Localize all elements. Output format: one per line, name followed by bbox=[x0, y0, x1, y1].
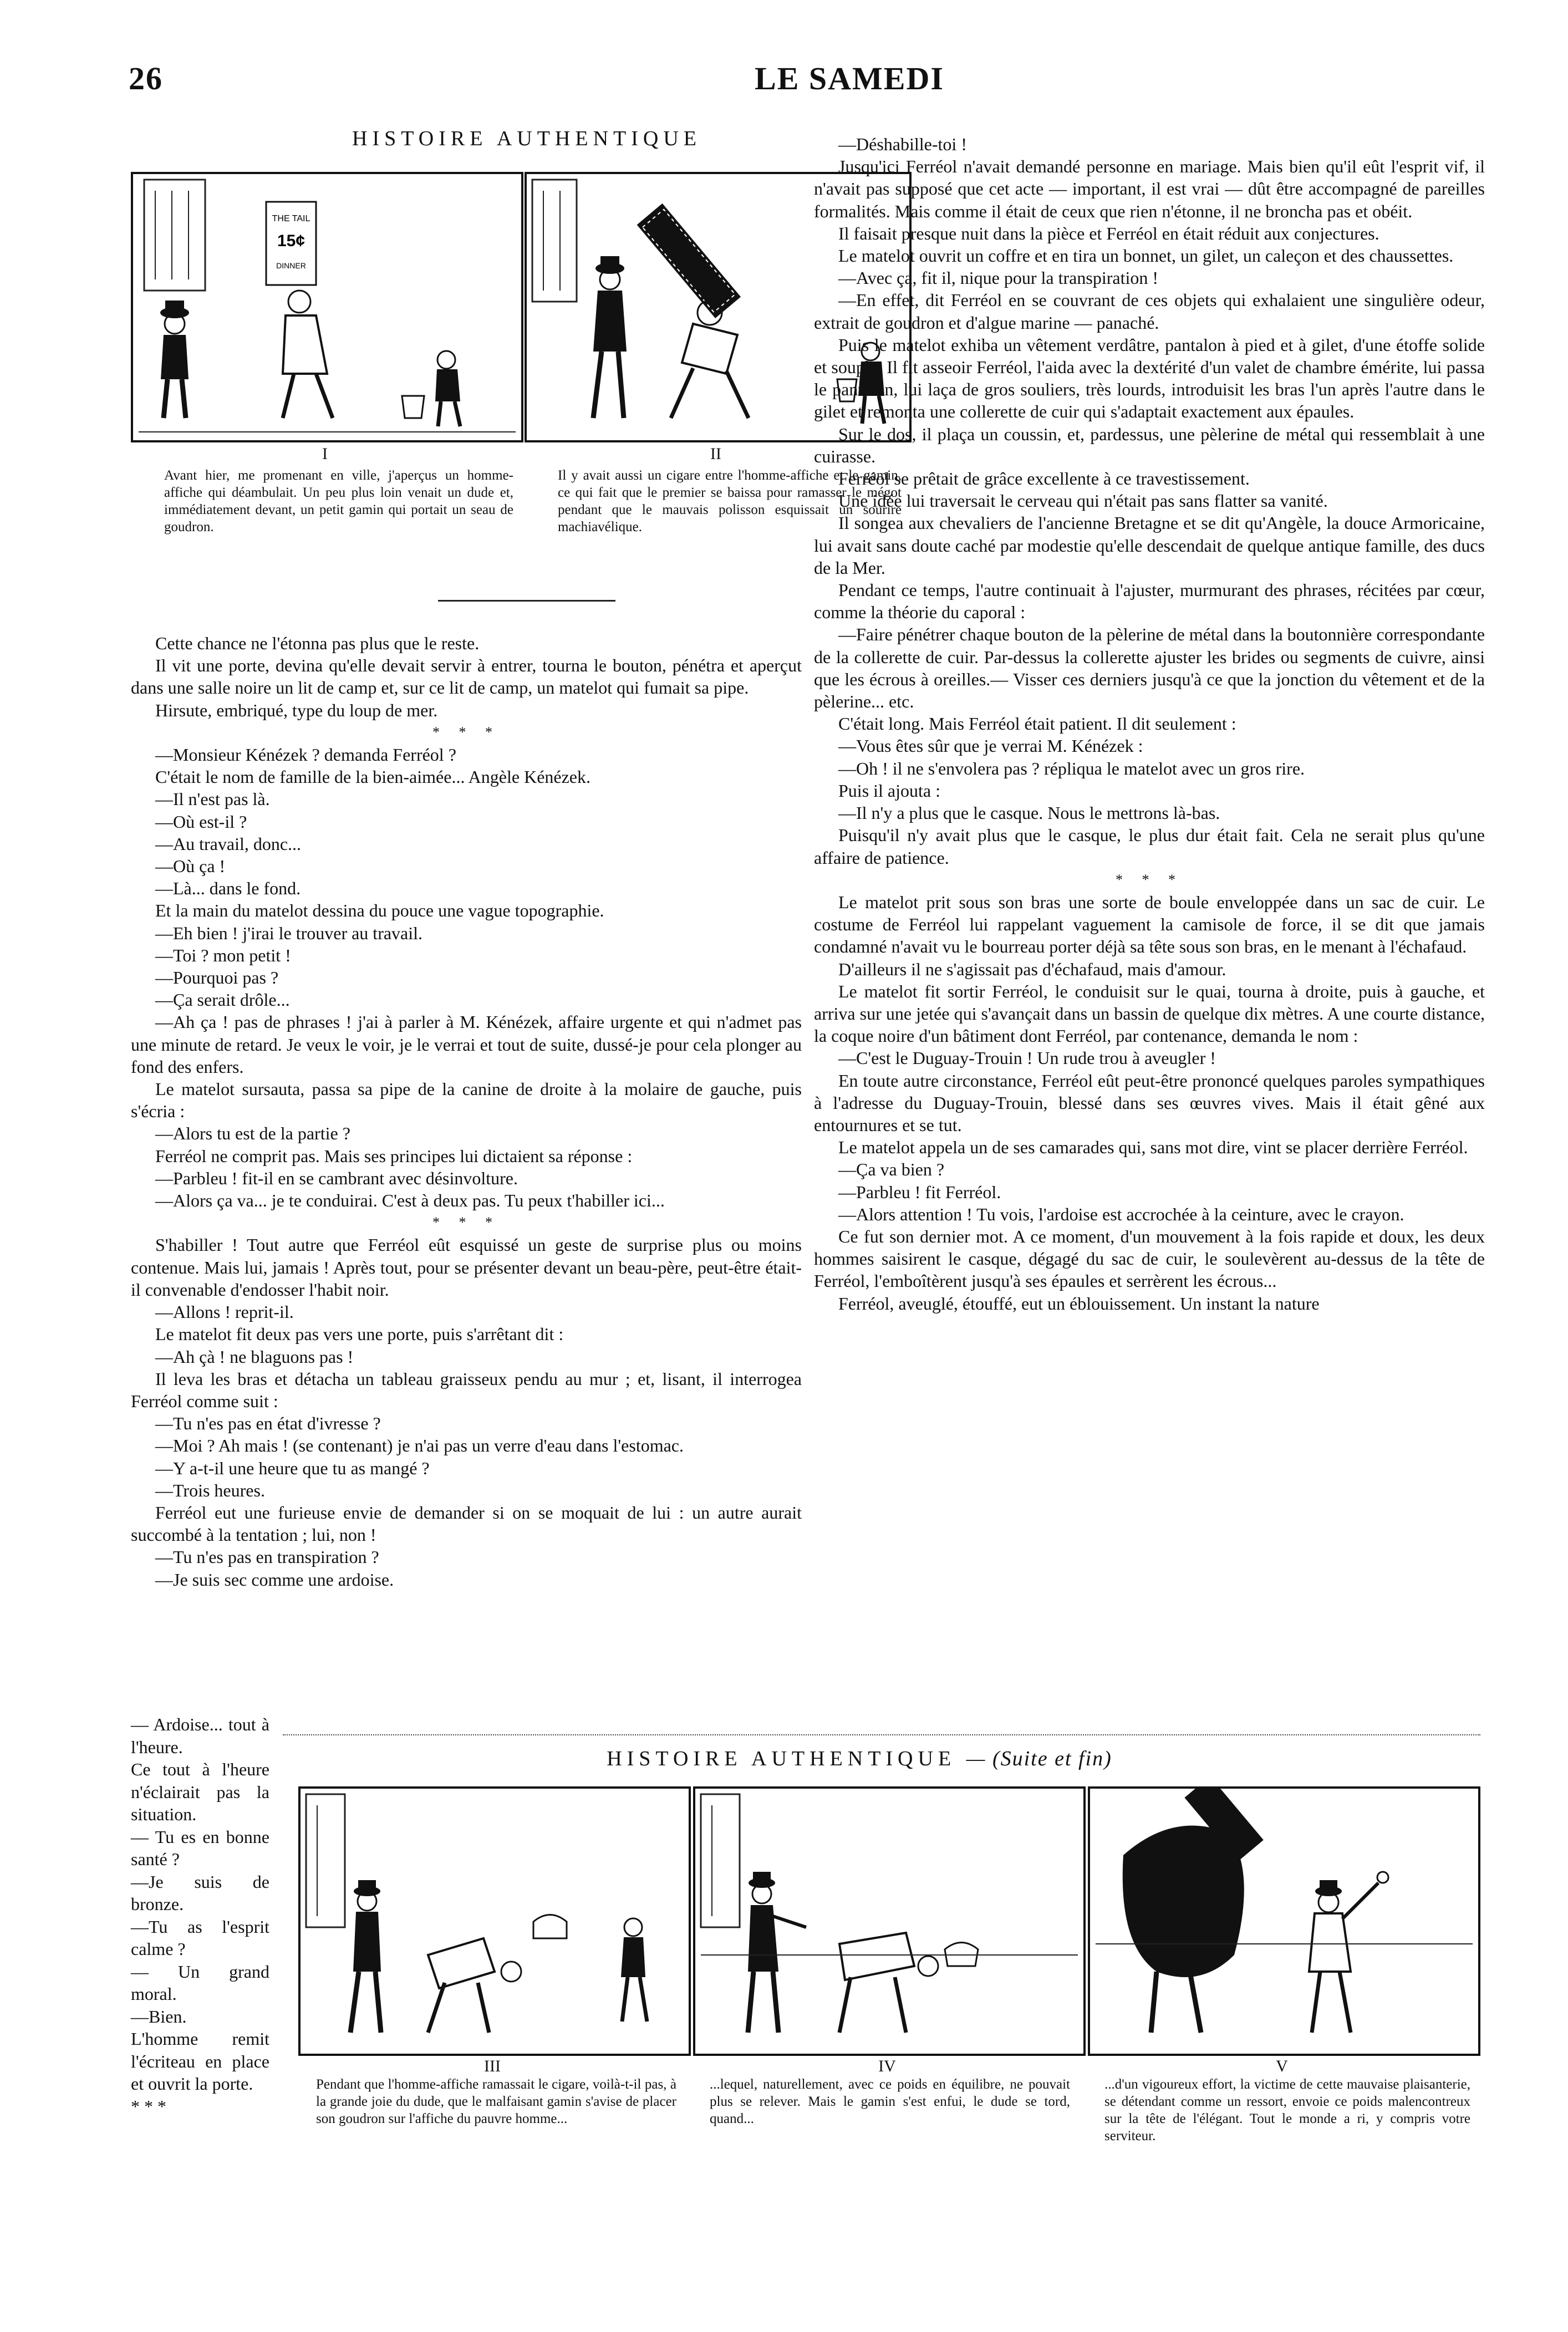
comic-panel-iv bbox=[693, 1786, 1086, 2056]
paragraph: —Eh bien ! j'irai le trouver au travail. bbox=[155, 923, 423, 943]
paragraph: C'était le nom de famille de la bien-aimée... Angèle Kénézek. bbox=[155, 767, 590, 787]
paragraph: —Vous êtes sûr que je verrai M. Kénézek : bbox=[838, 736, 1143, 756]
paragraph: Il vit une porte, devina qu'elle devait servir à entrer, tourna le bouton, pénétra et aperçut dans une salle noire un lit de camp et, sur ce lit de camp, un matelot qui fumait sa pipe. bbox=[131, 655, 802, 698]
panel-caption-iv: ...lequel, naturellement, avec ce poids en équilibre, ne pouvait plus se relever. Mais le gamin s'est enfui, le dude se tord, quand... bbox=[710, 2077, 1070, 2126]
panel-number-iii: III bbox=[484, 2057, 501, 2075]
paragraph: —Toi ? mon petit ! bbox=[155, 945, 291, 965]
paragraph: —Au travail, donc... bbox=[155, 833, 302, 854]
paragraph: —Ça va bien ? bbox=[838, 1159, 945, 1180]
paragraph: Pendant ce temps, l'autre continuait à l'ajuster, murmurant des phrases, récitées par cœur, comme la théorie du caporal : bbox=[814, 580, 1485, 623]
paragraph: —Alors attention ! Tu vois, l'ardoise est accrochée à la ceinture, avec le crayon. bbox=[838, 1204, 1404, 1224]
paragraph: Le matelot sursauta, passa sa pipe de la canine de droite à la molaire de gauche, puis s'écria : bbox=[131, 1079, 802, 1122]
panel-caption-i: Avant hier, me promenant en ville, j'aperçus un homme-affiche qui déambulait. Un peu plus loin venait un dude et, immédiatement devant, un petit gamin qui portait un seau de goudron. bbox=[164, 468, 513, 534]
paragraph: Jusqu'ici Ferréol n'avait demandé personne en mariage. Mais bien qu'il eût l'esprit vif, il n'avait pas supposé que cet acte — important, il est vrai — dût être accompagné de pareilles formalités. Mais comme il était de ceux que rien n'étonne, il ne broncha pas et obéit. bbox=[814, 156, 1485, 221]
svg-text:DINNER: DINNER bbox=[276, 261, 306, 270]
paragraph: —Trois heures. bbox=[155, 1480, 265, 1500]
page-number: 26 bbox=[129, 60, 163, 96]
paragraph: C'était long. Mais Ferréol était patient. Il dit seulement : bbox=[838, 714, 1236, 734]
paragraph: Cette chance ne l'étonna pas plus que le reste. bbox=[155, 633, 480, 653]
panel-number-v: V bbox=[1276, 2057, 1288, 2075]
strip-bottom-title-suffix: — (Suite et fin) bbox=[966, 1747, 1112, 1770]
paragraph: —C'est le Duguay-Trouin ! Un rude trou à aveugler ! bbox=[838, 1048, 1216, 1068]
paragraph: Le matelot appela un de ses camarades qui, sans mot dire, vint se placer derrière Ferréol. bbox=[838, 1137, 1468, 1158]
comic-drawing-iii bbox=[301, 1789, 689, 2054]
paragraph: Puisqu'il n'y avait plus que le casque, le plus dur était fait. Cela ne serait plus qu'une affaire de patience. bbox=[814, 825, 1485, 868]
paragraph: —Tu n'es pas en état d'ivresse ? bbox=[155, 1413, 381, 1434]
paragraph: —Ah ça ! pas de phrases ! j'ai à parler à M. Kénézek, affaire urgente et qui n'admet pas une minute de retard. Je veux le voir, je le verrai et tout de suite, dussé-je pour cela plonger au fond des enfers. bbox=[131, 1012, 802, 1077]
paragraph: Le matelot prit sous son bras une sorte de boule enveloppée dans un sac de cuir. Le costume de Ferréol lui rappelant vaguement la camisole de force, il se dit que jamais condamné n'avait vu le bourreau porter déjà sa tête sous son bras, en le menant à l'échafaud. bbox=[814, 892, 1485, 957]
strip-bottom-title bbox=[499, 1747, 1220, 1771]
right-column bbox=[814, 133, 1485, 1315]
paragraph: —Avec ça, fit il, nique pour la transpiration ! bbox=[838, 268, 1158, 288]
paragraph: Ce fut son dernier mot. A ce moment, d'un mouvement à la fois rapide et doux, les deux hommes saisirent le casque, dégagé du sac de cuir, le soulevèrent au-dessus de la tête de Ferréol, l'emboîtèrent jusqu'à ses épaules et serrèrent les écrous... bbox=[814, 1226, 1485, 1291]
comic-drawing-v bbox=[1090, 1789, 1478, 2054]
paragraph: L'homme remit l'écriteau en place et ouvrit la porte. bbox=[131, 2029, 269, 2094]
paragraph: —Il n'y a plus que le casque. Nous le mettrons là-bas. bbox=[838, 803, 1220, 823]
panel-number-ii: II bbox=[710, 445, 721, 463]
paragraph: Ce tout à l'heure n'éclairait pas la situation. bbox=[131, 1759, 269, 1824]
paragraph: — Un grand moral. bbox=[131, 1961, 269, 2004]
paragraph: —Où est-il ? bbox=[155, 811, 247, 832]
paragraph: Et la main du matelot dessina du pouce une vague topographie. bbox=[155, 900, 604, 921]
paragraph: —Je suis de bronze. bbox=[131, 1871, 269, 1914]
paragraph: —Alors tu est de la partie ? bbox=[155, 1123, 350, 1144]
panel-number-iv: IV bbox=[878, 2057, 896, 2075]
comic-panel-v bbox=[1088, 1786, 1480, 2056]
panel-caption-iii: Pendant que l'homme-affiche ramassait le cigare, voilà-t-il pas, à la grande joie du dude, que le malfaisant gamin s'avise de placer son goudron sur l'affiche du pauvre homme... bbox=[316, 2077, 676, 2126]
paragraph: Ferréol se prêtait de grâce excellente à ce travestissement. bbox=[838, 469, 1250, 489]
paragraph: Ferréol eut une furieuse envie de demander si on se moquait de lui : un autre aurait succombé à la tentation ; lui, non ! bbox=[131, 1502, 802, 1545]
paragraph: —Je suis sec comme une ardoise. bbox=[155, 1569, 394, 1590]
paragraph: —Oh ! il ne s'envolera pas ? répliqua le matelot avec un gros rire. bbox=[838, 758, 1305, 778]
paragraph: —Tu n'es pas en transpiration ? bbox=[155, 1547, 379, 1567]
paragraph: * * * bbox=[1116, 871, 1183, 888]
paragraph: * * * bbox=[131, 2096, 166, 2116]
paragraph: —Déshabille-toi ! bbox=[838, 134, 967, 154]
journal-title: LE SAMEDI bbox=[755, 60, 944, 96]
paragraph: —Y a-t-il une heure que tu as mangé ? bbox=[155, 1458, 430, 1478]
paragraph: Le matelot fit deux pas vers une porte, puis s'arrêtant dit : bbox=[155, 1324, 564, 1345]
paragraph: Le matelot fit sortir Ferréol, le conduisit sur le quai, tourna à droite, puis à gauche, et arriva sur une jetée qui s'avançait dans un bassin de quelque dix mètres. A une courte distance, la coque noire d'un bâtiment dont Ferréol, par contenance, demanda le nom : bbox=[814, 981, 1485, 1046]
paragraph: —Ah çà ! ne blaguons pas ! bbox=[155, 1346, 354, 1367]
paragraph: —Là... dans le fond. bbox=[155, 878, 301, 899]
paragraph: —Faire pénétrer chaque bouton de la pèlerine de métal dans la boutonnière correspondante de la collerette de cuir. Par-dessus la collerette ajuster les brides ou segments de cuivre, ainsi que les écrous à oreilles.— Visser ces derniers jusqu'à ce que la jonction du vêtement et de la pèlerine... etc. bbox=[814, 624, 1485, 712]
strip-bottom-title-text: HISTOIRE AUTHENTIQUE bbox=[607, 1747, 956, 1770]
panel-caption-ii: Il y avait aussi un cigare entre l'homme-affiche et le gamin, ce qui fait que le premier se baissa pour ramasser le mégot pendant que le mauvais polisson esquissait un sourire machiavélique. bbox=[558, 468, 902, 534]
comic-panel-iii bbox=[298, 1786, 691, 2056]
paragraph: —Monsieur Kénézek ? demanda Ferréol ? bbox=[155, 745, 456, 765]
paragraph: Hirsute, embriqué, type du loup de mer. bbox=[155, 700, 438, 720]
paragraph: —Parbleu ! fit-il en se cambrant avec désinvolture. bbox=[155, 1168, 518, 1188]
paragraph: Puis il ajouta : bbox=[838, 780, 940, 801]
svg-text:THE TAIL: THE TAIL bbox=[272, 214, 310, 223]
paragraph: Puis le matelot exhiba un vêtement verdâtre, pantalon à pied et à gilet, d'une étoffe solide et souple. Il fit asseoir Ferréol, l'aida avec la dextérité d'un valet de chambre émérite, lui passa le pantalon, lui laça de gros souliers, très lourds, introduisit les bras l'un après l'autre dans le gilet et remonta une collerette de cuir qui s'adaptait exactement aux épaules. bbox=[814, 334, 1485, 422]
paragraph: Il leva les bras et détacha un tableau graisseux pendu au mur ; et, lisant, il interrogea Ferréol comme suit : bbox=[131, 1368, 802, 1411]
paragraph: — Tu es en bonne santé ? bbox=[131, 1826, 269, 1869]
paragraph: —Moi ? Ah mais ! (se contenant) je n'ai pas un verre d'eau dans l'estomac. bbox=[155, 1435, 684, 1456]
panel-number-i: I bbox=[322, 445, 328, 463]
paragraph: Ferréol ne comprit pas. Mais ses principes lui dictaient sa réponse : bbox=[155, 1145, 633, 1166]
top-strip-divider bbox=[438, 600, 615, 602]
bottom-strip-rule bbox=[283, 1734, 1480, 1735]
paragraph: —Pourquoi pas ? bbox=[155, 968, 279, 988]
paragraph: Il faisait presque nuit dans la pièce et Ferréol en était réduit aux conjectures. bbox=[838, 223, 1379, 243]
paragraph: —Alors ça va... je te conduirai. C'est à deux pas. Tu peux t'habiller ici... bbox=[155, 1190, 665, 1211]
paragraph: —Il n'est pas là. bbox=[155, 789, 270, 809]
paragraph: Le matelot ouvrit un coffre et en tira un bonnet, un gilet, un caleçon et des chaussettes. bbox=[838, 246, 1454, 266]
left-column bbox=[131, 632, 802, 1591]
strip-top-title: HISTOIRE AUTHENTIQUE bbox=[352, 127, 701, 150]
narrow-column bbox=[131, 1713, 269, 2117]
paragraph: * * * bbox=[432, 724, 500, 740]
paragraph: S'habiller ! Tout autre que Ferréol eût esquissé un geste de surprise plus ou moins contenue. Mais lui, jamais ! Après tout, pour se présenter devant un beau-père, peut-être était-il convenable d'endosser l'habit noir. bbox=[131, 1235, 802, 1300]
paragraph: —Tu as l'esprit calme ? bbox=[131, 1916, 269, 1959]
paragraph: —Où ça ! bbox=[155, 856, 226, 877]
comic-drawing-iv bbox=[695, 1789, 1083, 2054]
paragraph: Ferréol, aveuglé, étouffé, eut un éblouissement. Un instant la nature bbox=[838, 1293, 1320, 1313]
paragraph: —En effet, dit Ferréol en se couvrant de ces objets qui exhalaient une singulière odeur, extrait de goudron et d'algue marine — panaché. bbox=[814, 290, 1485, 333]
paragraph: —Allons ! reprit-il. bbox=[155, 1302, 294, 1322]
paragraph: D'ailleurs il ne s'agissait pas d'échafaud, mais d'amour. bbox=[838, 959, 1226, 979]
comic-panel-i bbox=[131, 172, 523, 442]
paragraph: * * * bbox=[432, 1214, 500, 1231]
paragraph: En toute autre circonstance, Ferréol eût peut-être prononcé quelques paroles sympathiques à l'adresse du Duguay-Trouin, blessé dans ses œuvres vives. Mais il était gêné aux entournures et se tut. bbox=[814, 1070, 1485, 1135]
comic-drawing-i bbox=[133, 174, 521, 440]
svg-text:15¢: 15¢ bbox=[277, 232, 306, 250]
paragraph: Une idée lui traversait le cerveau qui n'était pas sans flatter sa vanité. bbox=[838, 491, 1328, 511]
panel-caption-v: ...d'un vigoureux effort, la victime de cette mauvaise plaisanterie, se détendant comme un ressort, envoie ce poids malencontreux sur la tête de l'élégant. Tout le monde a ri, y compris votre serviteur. bbox=[1104, 2077, 1470, 2143]
paragraph: Il songea aux chevaliers de l'ancienne Bretagne et se dit qu'Angèle, la douce Armoricaine, lui avait sans doute caché par modestie qu'elle descendait de quelque antique famille, des ducs de la Mer. bbox=[814, 513, 1485, 578]
paragraph: —Bien. bbox=[131, 2006, 187, 2027]
paragraph: —Parbleu ! fit Ferréol. bbox=[838, 1182, 1001, 1202]
paragraph: —Ça serait drôle... bbox=[155, 990, 290, 1010]
paragraph: Sur le dos, il plaça un coussin, et, pardessus, une pèlerine de métal qui ressemblait à une cuirasse. bbox=[814, 424, 1485, 466]
paragraph: — Ardoise... tout à l'heure. bbox=[131, 1714, 269, 1757]
